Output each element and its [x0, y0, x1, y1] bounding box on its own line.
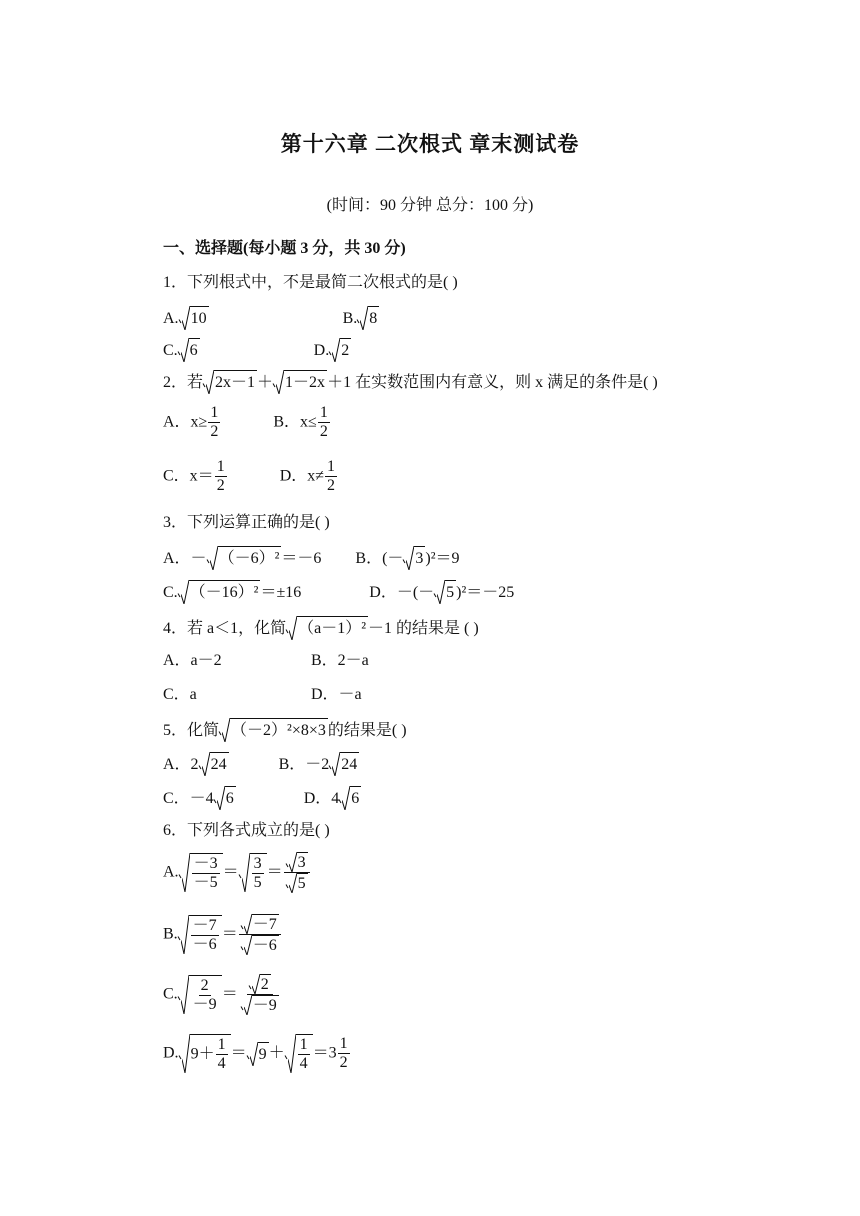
question-6-option-c: C. $\frac{2}{-9}$ ＝ $\frac{2}{-9}$ — [163, 976, 277, 1014]
question-4-options-2: C．a D．－a — [163, 686, 362, 703]
question-2-stem: 2．若 2x－1 ＋ 1－2x ＋1 在实数范围内有意义，则 x 满足的条件是( ) — [163, 370, 658, 394]
question-6-option-a: A. $\frac{-3}{-5}$ ＝ $\frac{3}{5}$ ＝ $\frac{3}{5}$ — [163, 852, 311, 893]
question-3-options: A．－ （－6）² ＝－6 B．(－ 3 )²＝9 — [163, 546, 460, 570]
question-2-options-2: C．x＝ $\frac{1}{2}$ D．x≠ $\frac{1}{2}$ — [163, 458, 336, 494]
question-5-options-2: C．－4 6 D．4 6 — [163, 786, 361, 810]
section-heading: 一、选择题(每小题 3 分，共 30 分) — [163, 240, 406, 257]
page-title: 第十六章 二次根式 章末测试卷 — [280, 132, 580, 156]
question-4-stem: 4．若 a＜1，化简 （a－1）² －1 的结果是 ( ) — [163, 616, 479, 640]
question-2-options: A．x≥ $\frac{1}{2}$ B．x≤ $\frac{1}{2}$ — [163, 404, 328, 440]
question-1-options-2: C. 6 D. 2 — [163, 338, 351, 362]
exam-info: (时间：90 分钟 总分：100 分) — [326, 197, 534, 214]
question-3-stem: 3．下列运算正确的是( ) — [163, 514, 330, 531]
question-6-option-d: D. 9＋ $\frac{1}{4}$ ＝ 9 ＋ $\frac{1}{4}$ ＝3 $\frac{1}{2}$ — [163, 1035, 348, 1072]
question-5-stem: 5．化简 （－2）²×8×3 的结果是( ) — [163, 718, 407, 742]
question-4-options: A．a－2 B．2－a — [163, 652, 369, 669]
question-1-options: A. 10 B. 8 — [163, 306, 379, 330]
question-5-options: A．2 24 B．－2 24 — [163, 752, 359, 776]
question-3-options-2: C. （－16）² ＝±16 D．－(－ 5 )²＝－25 — [163, 580, 514, 604]
question-6-stem: 6．下列各式成立的是( ) — [163, 822, 330, 839]
question-6-option-b: B. $\frac{-7}{-6}$ ＝ $\frac{-7}{-6}$ — [163, 914, 282, 955]
question-1-stem: 1．下列根式中，不是最简二次根式的是( ) — [163, 274, 458, 291]
